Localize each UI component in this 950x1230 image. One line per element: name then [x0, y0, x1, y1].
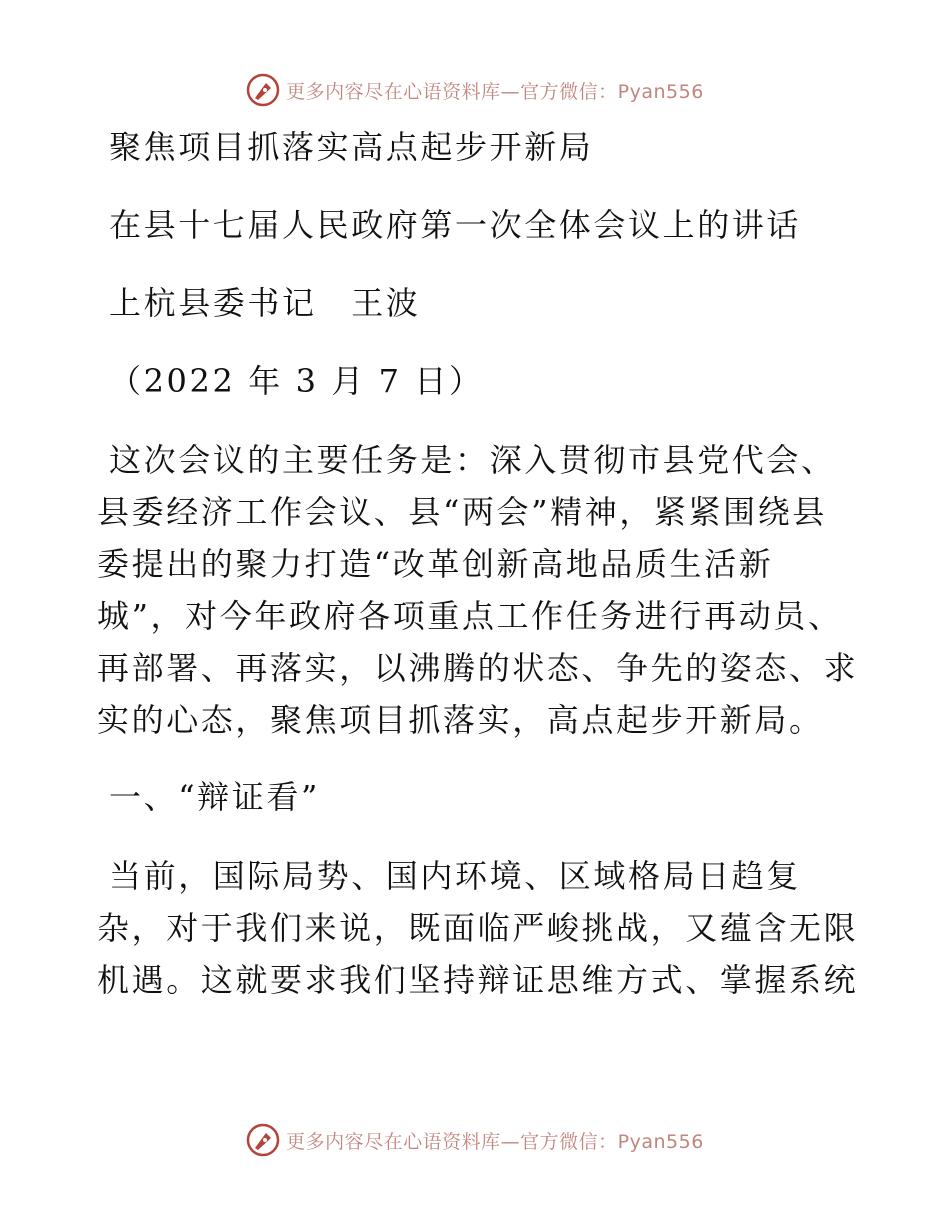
paragraph-line: 当前，国际局势、国内环境、区域格局日趋复	[109, 857, 802, 895]
watermark-text: 更多内容尽在心语资料库—官方微信：Pyan556	[286, 1130, 704, 1153]
paragraph-line: 杂，对于我们来说，既面临严峻挑战，又蕴含无限	[97, 909, 859, 947]
paragraph-2	[97, 850, 857, 1006]
pen-nib-logo-icon	[246, 1123, 280, 1157]
footer-watermark	[0, 1120, 950, 1160]
document-body	[97, 122, 857, 1032]
pen-nib-logo-icon	[246, 73, 280, 107]
document-title: 聚焦项目抓落实高点起步开新局	[109, 128, 594, 166]
header-watermark	[0, 70, 950, 110]
paragraph-line: 县委经济工作会议、县“两会”精神，紧紧围绕县	[97, 493, 827, 531]
watermark-text: 更多内容尽在心语资料库—官方微信：Pyan556	[286, 80, 704, 103]
paragraph-line: 再部署、再落实，以沸腾的状态、争先的姿态、求	[97, 649, 859, 687]
section-heading-1: 一、“辩证看”	[109, 778, 320, 816]
paragraph-line: 机遇。这就要求我们坚持辩证思维方式、掌握系统	[97, 961, 859, 999]
paragraph-1	[97, 434, 857, 746]
paragraph-line: 实的心态，聚焦项目抓落实，高点起步开新局。	[97, 701, 824, 739]
document-date: （2022 年 3 月 7 日）	[109, 362, 484, 400]
paragraph-line: 委提出的聚力打造“改革创新高地品质生活新	[97, 545, 774, 583]
document-subtitle: 在县十七届人民政府第一次全体会议上的讲话	[109, 206, 802, 244]
paragraph-line: 这次会议的主要任务是：深入贯彻市县党代会、	[109, 441, 836, 479]
document-author: 上杭县委书记 王波	[109, 284, 421, 322]
paragraph-line: 城”，对今年政府各项重点工作任务进行再动员、	[97, 597, 843, 635]
